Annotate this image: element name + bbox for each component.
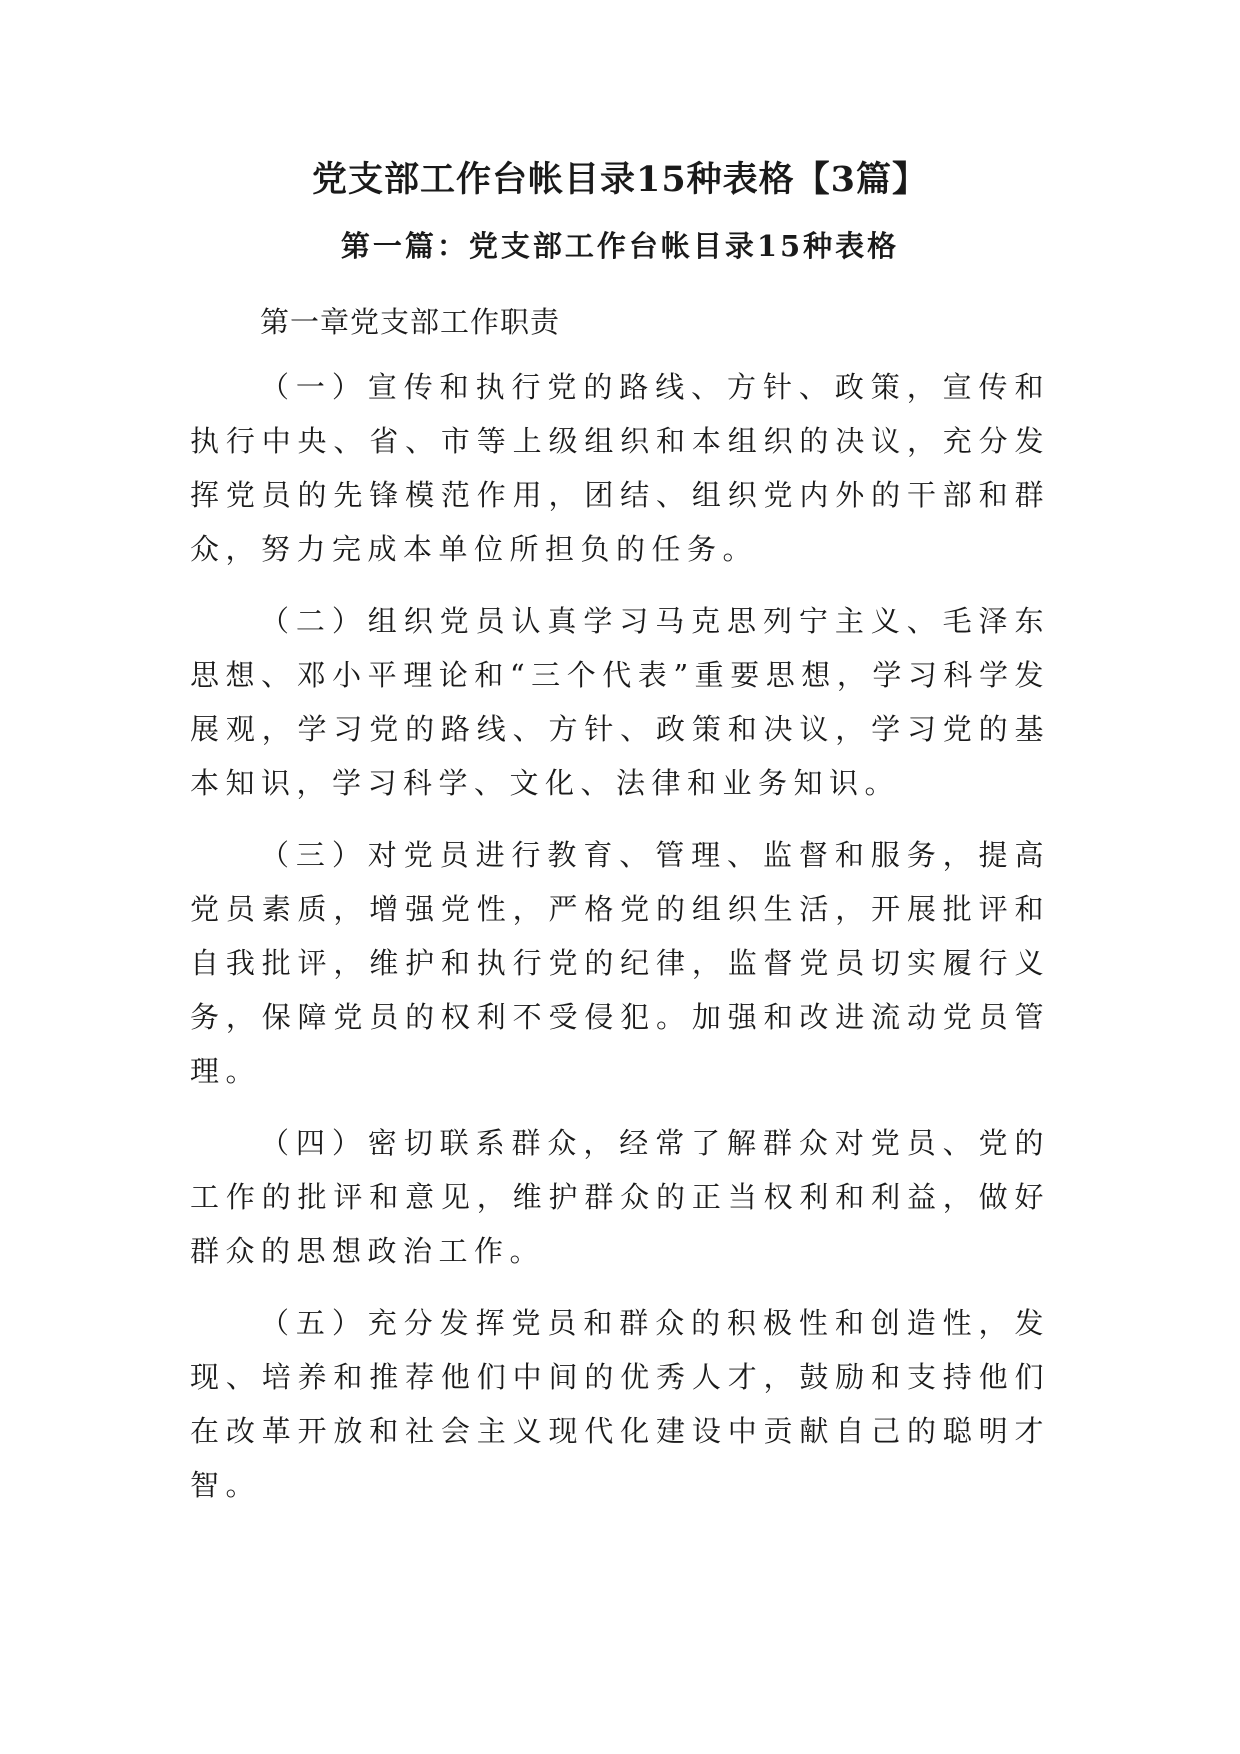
document-body — [190, 302, 1050, 1530]
paragraph-2: （二）组织党员认真学习马克思列宁主义、毛泽东思想、邓小平理论和“三个代表”重要思想，学习科学发展观，学习党的路线、方针、政策和决议，学习党的基本知识，学习科学、文化、法律和业务知识。 — [190, 604, 1050, 800]
paragraph-4: （四）密切联系群众，经常了解群众对党员、党的工作的批评和意见，维护群众的正当权利和利益，做好群众的思想政治工作。 — [190, 1126, 1050, 1268]
paragraph-3: （三）对党员进行教育、管理、监督和服务，提高党员素质，增强党性，严格党的组织生活，开展批评和自我批评，维护和执行党的纪律，监督党员切实履行义务，保障党员的权利不受侵犯。加强和改进流动党员管理。 — [190, 838, 1050, 1088]
chapter-heading: 第一章党支部工作职责 — [260, 305, 561, 339]
paragraph-5: （五）充分发挥党员和群众的积极性和创造性，发现、培养和推荐他们中间的优秀人才，鼓励和支持他们在改革开放和社会主义现代化建设中贡献自己的聪明才智。 — [190, 1306, 1050, 1502]
document-subtitle: 第一篇：党支部工作台帐目录15种表格 — [340, 229, 900, 263]
document-title: 党支部工作台帐目录15种表格【3篇】 — [311, 159, 929, 200]
paragraph-1: （一）宣传和执行党的路线、方针、政策，宣传和执行中央、省、市等上级组织和本组织的决议，充分发挥党员的先锋模范作用，团结、组织党内外的干部和群众，努力完成本单位所担负的任务。 — [190, 370, 1050, 566]
